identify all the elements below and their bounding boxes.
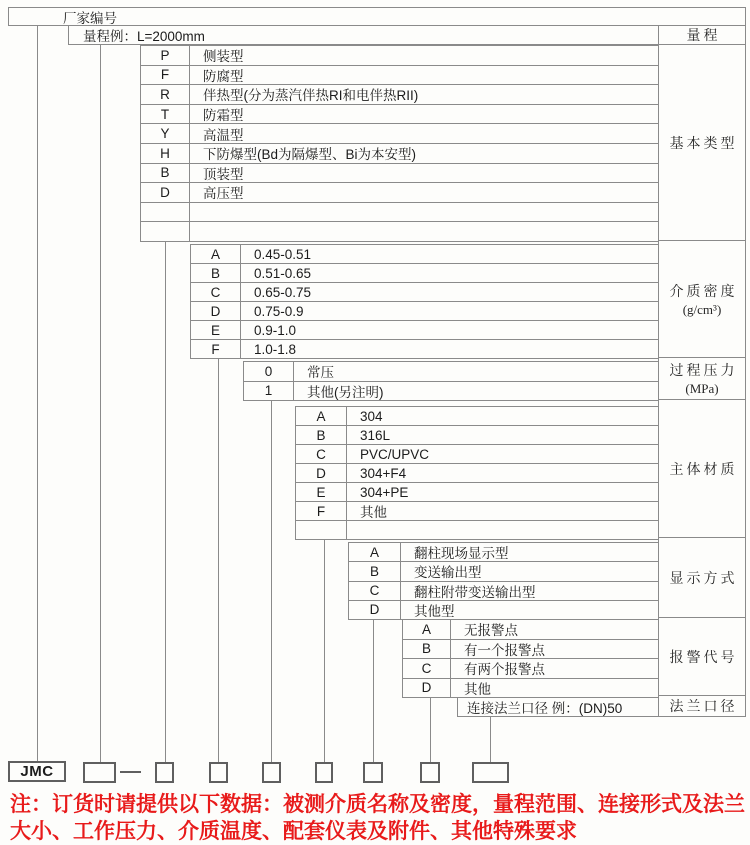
code-cell: F	[191, 340, 241, 358]
code-cell: C	[349, 582, 401, 600]
order-note-line-1: 注：订货时请提供以下数据：被测介质名称及密度，量程范围、连接形式及法兰	[10, 793, 745, 816]
code-cell: B	[141, 164, 190, 183]
range-example-cell	[68, 26, 658, 45]
table-row	[349, 601, 658, 619]
group-label-text: 报警代号	[669, 650, 738, 666]
order-code-box	[420, 762, 440, 783]
code-cell: T	[141, 105, 190, 124]
code-cell: A	[296, 407, 347, 425]
group-label-cell	[659, 538, 745, 618]
group-label-column	[658, 26, 746, 717]
table-row	[244, 382, 658, 401]
desc-cell: 0.45-0.51	[254, 246, 312, 262]
table-row	[296, 426, 658, 445]
group-label-cell	[659, 358, 745, 400]
desc-cell: 高压型	[203, 186, 244, 202]
code-cell: D	[141, 183, 190, 202]
desc-cell: 侧装型	[203, 49, 244, 65]
desc-cell: PVC/UPVC	[360, 446, 430, 462]
factory-number-cell	[8, 7, 746, 26]
code-cell: A	[403, 620, 451, 639]
order-code-box	[363, 762, 383, 783]
connector-line	[490, 717, 491, 763]
connector-line	[373, 620, 374, 763]
table-row	[296, 521, 658, 539]
group-label-text: 显示方式	[669, 571, 738, 587]
table-row	[244, 362, 658, 382]
group-label-cell	[659, 400, 745, 539]
code-cell: 0	[244, 362, 294, 381]
group-label-text: 基本类型	[669, 136, 738, 152]
code-cell: P	[141, 46, 190, 65]
table-row	[141, 124, 658, 144]
desc-cell: 1.0-1.8	[254, 341, 297, 357]
model-prefix-text: JMC	[20, 763, 54, 780]
order-code-box	[83, 762, 116, 783]
connector-line	[37, 26, 38, 763]
table-row	[141, 144, 658, 164]
table-row	[141, 203, 658, 223]
table-row	[141, 46, 658, 66]
group-label-text: 主体材质	[669, 462, 738, 478]
desc-cell: 常压	[307, 365, 334, 381]
code-cell: D	[191, 302, 241, 320]
code-cell: A	[191, 245, 241, 263]
table-row	[296, 483, 658, 502]
table-row	[141, 183, 658, 203]
desc-cell	[190, 203, 658, 222]
table-row	[296, 407, 658, 426]
table-row	[349, 582, 658, 601]
code-cell: F	[296, 502, 347, 520]
section-flange-size	[457, 698, 658, 717]
table-row	[141, 164, 658, 184]
connector-line	[324, 540, 325, 763]
code-cell: Y	[141, 124, 190, 143]
table-row	[403, 620, 658, 640]
desc-cell: 翻柱现场显示型	[414, 546, 509, 562]
connector-line	[430, 698, 431, 763]
code-cell: H	[141, 144, 190, 163]
group-label-unit: (MPa)	[685, 380, 719, 396]
group-label-cell	[659, 241, 745, 358]
table-row	[403, 640, 658, 660]
table-row	[296, 502, 658, 521]
group-label-text: 法兰口径	[669, 700, 738, 715]
table-row	[191, 245, 658, 264]
group-label-cell	[659, 26, 745, 45]
group-label-text: 量程	[686, 29, 721, 44]
code-cell: A	[349, 543, 401, 561]
table-row	[296, 445, 658, 464]
code-cell: D	[349, 601, 401, 619]
connector-line	[271, 401, 272, 763]
order-note-line-2: 大小、工作压力、介质温度、配套仪表及附件、其他特殊要求	[10, 820, 577, 843]
code-cell: C	[403, 659, 451, 678]
table-row	[349, 543, 658, 562]
desc-cell: 0.75-0.9	[254, 303, 304, 319]
code-cell: E	[191, 321, 241, 339]
group-label-cell	[659, 45, 745, 241]
table-row	[191, 302, 658, 321]
desc-cell: 防霜型	[203, 108, 244, 124]
code-cell	[141, 203, 190, 222]
code-cell: B	[296, 426, 347, 444]
desc-cell	[347, 521, 658, 539]
desc-cell: 伴热型(分为蒸汽伴热RI和电伴热RII)	[203, 88, 419, 104]
section-body-material	[295, 406, 658, 540]
section-alarm-code	[402, 620, 658, 698]
group-label-cell	[659, 696, 745, 716]
table-row	[191, 321, 658, 340]
code-cell: R	[141, 85, 190, 104]
code-cell: E	[296, 483, 347, 501]
code-cell: D	[403, 679, 451, 698]
desc-cell: 304+F4	[360, 465, 407, 481]
code-cell: D	[296, 464, 347, 482]
section-basic-type	[140, 45, 658, 242]
table-row	[191, 340, 658, 358]
table-row	[349, 562, 658, 581]
desc-cell: 其他	[360, 505, 387, 520]
table-row	[191, 283, 658, 302]
group-label-text: 过程压力	[669, 363, 738, 379]
order-code-box	[315, 762, 333, 783]
section-process-pressure	[243, 361, 658, 401]
table-row	[458, 698, 658, 716]
code-cell: B	[191, 264, 241, 282]
order-code-box	[155, 762, 174, 783]
factory-number-label: 厂家编号	[63, 10, 117, 26]
range-example-text: 量程例：L=2000mm	[83, 29, 205, 44]
table-row	[403, 679, 658, 698]
desc-cell: 有一个报警点	[464, 642, 545, 658]
code-cell: 1	[244, 382, 294, 401]
model-prefix-box	[8, 761, 66, 782]
table-row	[141, 85, 658, 105]
group-label-text: 介质密度	[669, 284, 738, 300]
code-cell: B	[349, 562, 401, 580]
code-cell: F	[141, 66, 190, 85]
code-cell: C	[296, 445, 347, 463]
table-row	[141, 66, 658, 86]
desc-cell: 304+PE	[360, 484, 409, 500]
table-row	[296, 464, 658, 483]
desc-cell: 变送输出型	[414, 565, 482, 581]
desc-cell: 其他	[464, 681, 491, 697]
order-note	[10, 791, 750, 845]
desc-cell: 下防爆型(Bd为隔爆型、Bi为本安型)	[203, 147, 417, 163]
group-label-cell	[659, 618, 745, 696]
connector-line	[218, 359, 219, 763]
order-code-box	[209, 762, 228, 783]
desc-cell: 0.51-0.65	[254, 265, 312, 281]
desc-cell: 316L	[360, 427, 391, 443]
desc-cell: 有两个报警点	[464, 662, 545, 678]
desc-cell: 0.65-0.75	[254, 284, 312, 300]
code-cell	[296, 521, 347, 539]
connector-line	[165, 242, 166, 763]
desc-cell: 304	[360, 408, 383, 424]
order-code-box	[262, 762, 281, 783]
code-cell: B	[403, 640, 451, 659]
desc-cell: 无报警点	[464, 623, 518, 639]
section-display-mode	[348, 542, 658, 620]
table-row	[403, 659, 658, 679]
connector-line	[100, 45, 101, 763]
desc-cell	[190, 222, 658, 241]
desc-cell: 其他型	[414, 603, 455, 619]
desc-cell: 翻柱附带变送输出型	[414, 584, 536, 600]
table-row	[141, 222, 658, 241]
desc-cell: 顶装型	[203, 166, 244, 182]
table-row	[141, 105, 658, 125]
desc-cell: 连接法兰口径 例：(DN)50	[467, 701, 623, 716]
table-row	[191, 264, 658, 283]
order-code-box	[472, 762, 509, 783]
desc-cell: 高温型	[203, 127, 244, 143]
desc-cell: 0.9-1.0	[254, 322, 297, 338]
order-code-dash	[120, 771, 141, 773]
code-cell	[141, 222, 190, 241]
section-medium-density	[190, 244, 658, 359]
code-cell: C	[191, 283, 241, 301]
group-label-unit: (g/cm³)	[682, 301, 722, 317]
desc-cell: 防腐型	[203, 68, 244, 84]
desc-cell: 其他(另注明)	[307, 384, 384, 400]
